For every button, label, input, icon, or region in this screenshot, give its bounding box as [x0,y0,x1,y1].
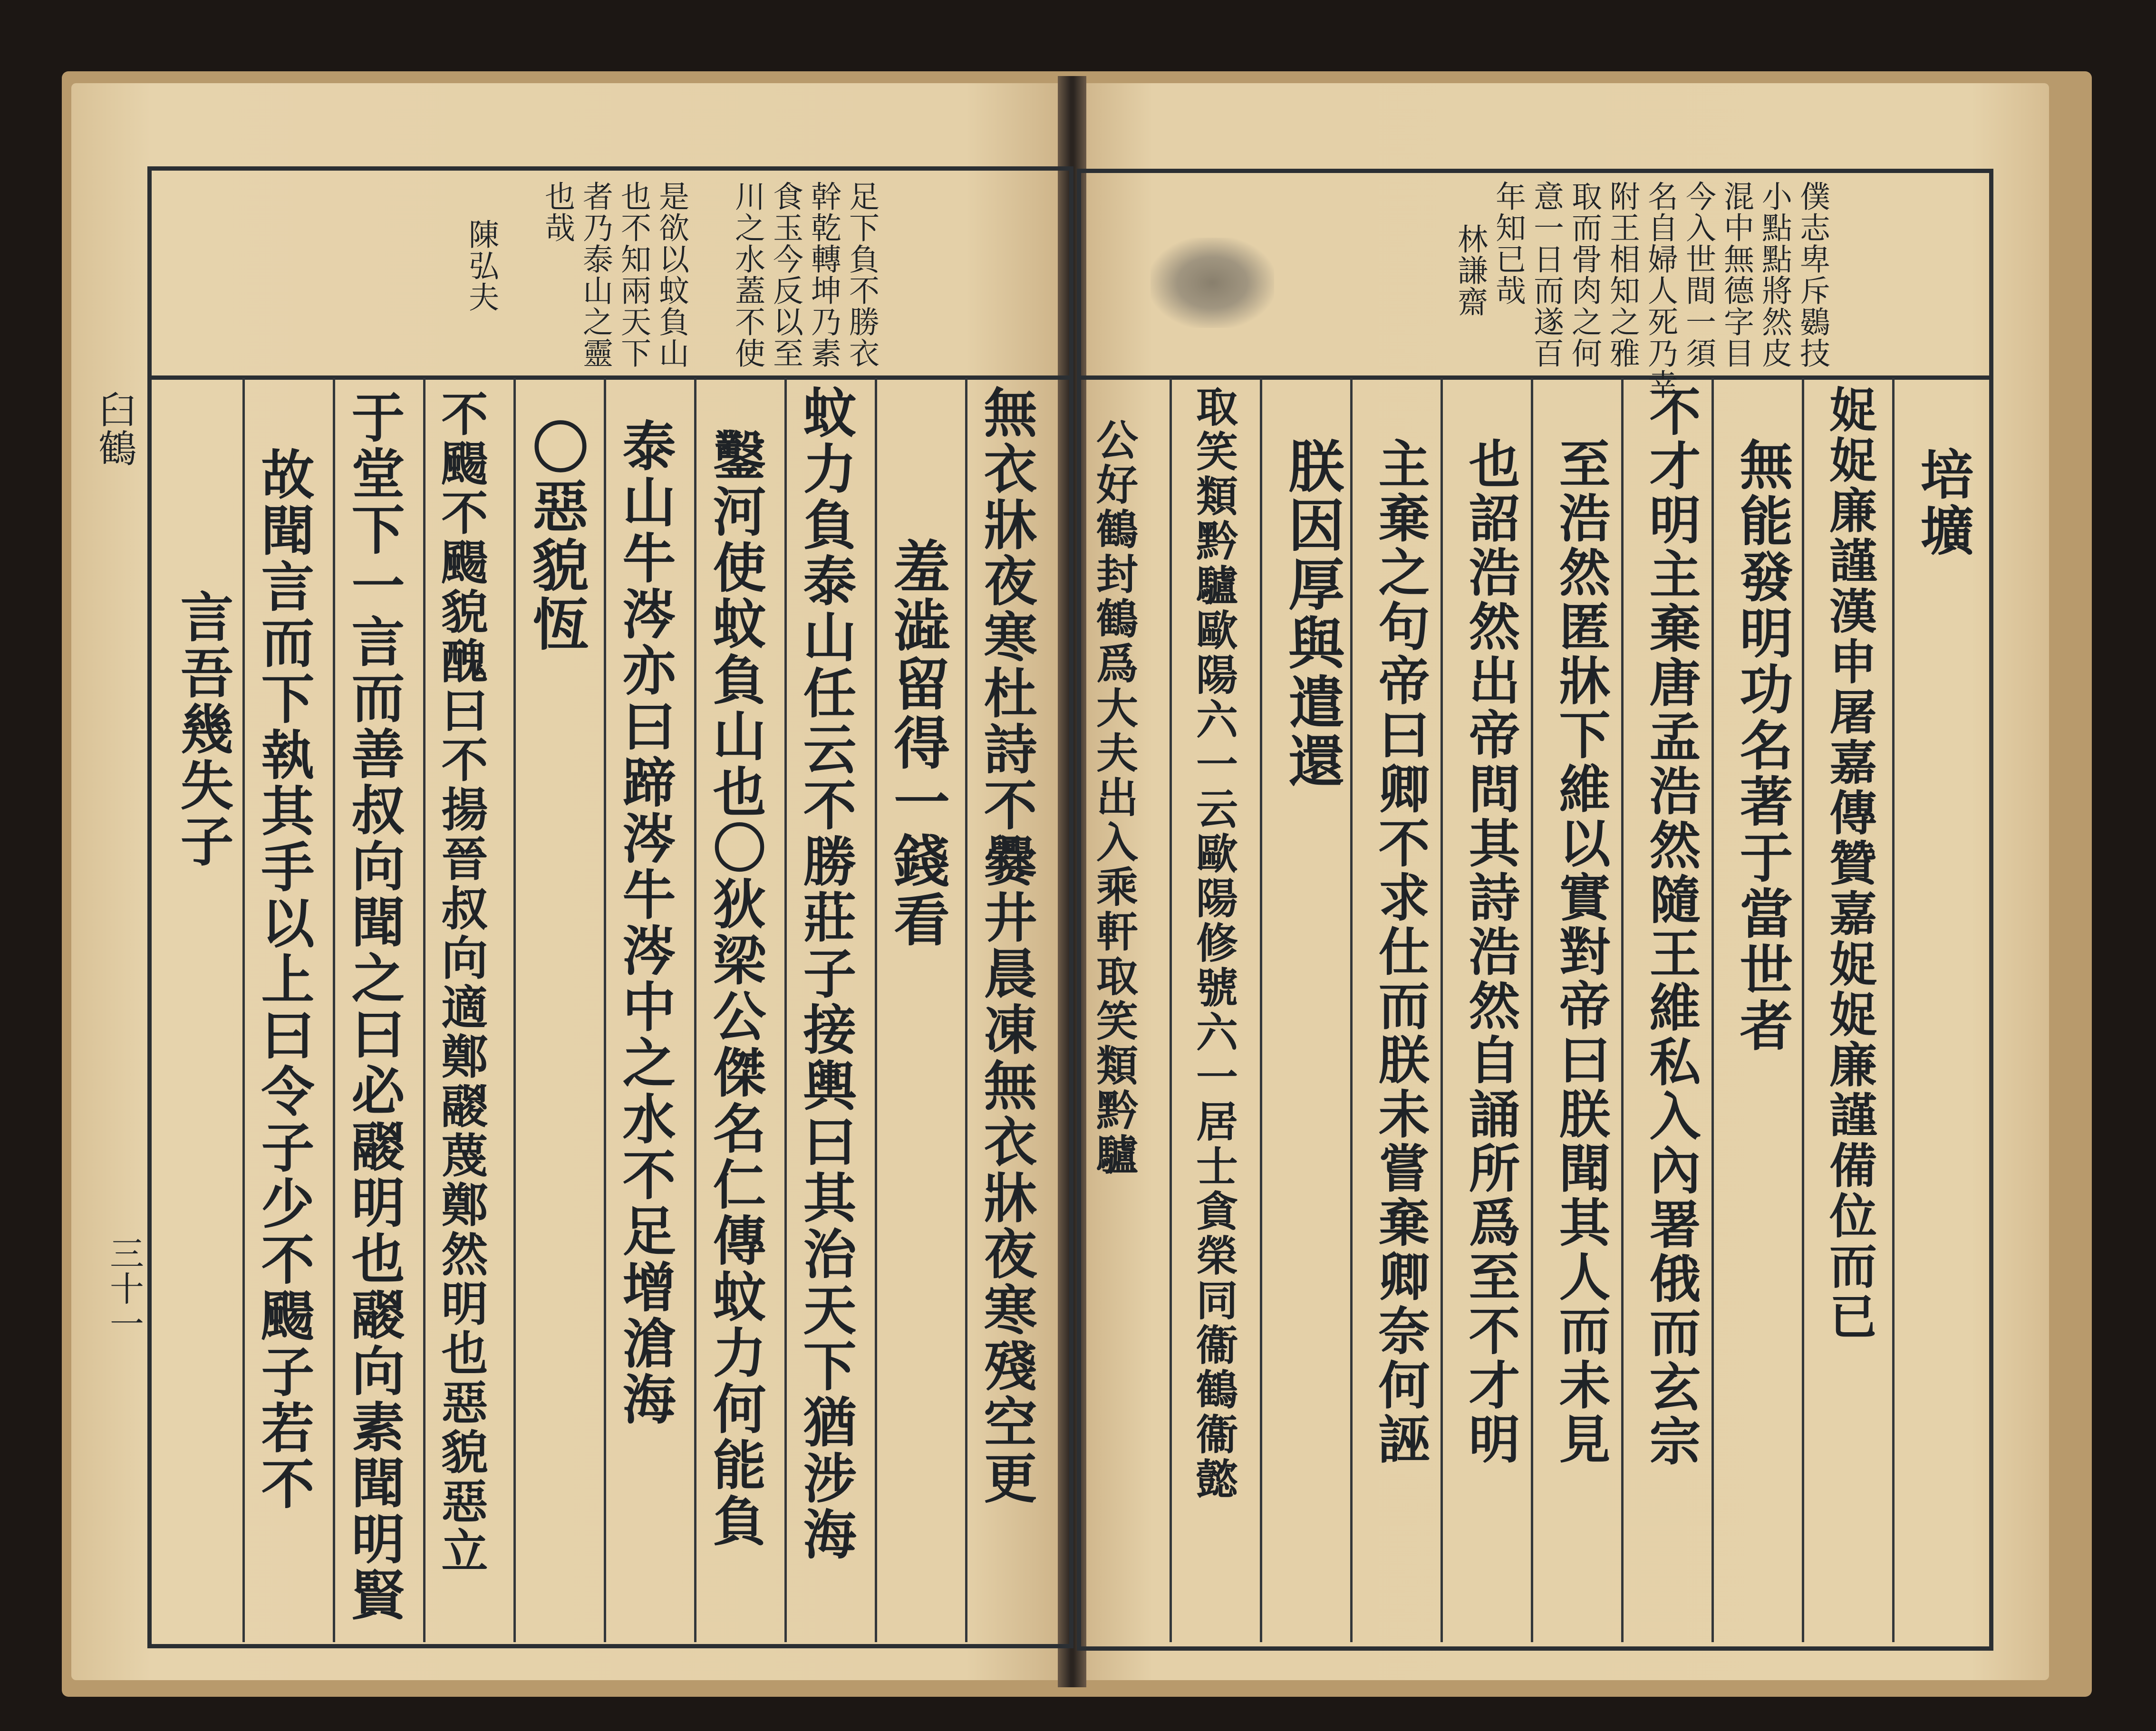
text-column: 無衣牀夜寒杜詩不爨井晨凍無衣牀夜寒殘空更 [975,385,1037,1507]
text-column: 取笑類黔驢歐陽六一云歐陽修號六一居士貪榮同衞鶴衞懿 [1189,385,1239,1502]
text-column: 鑿河使蚊負山也〇狄梁公傑名仁傳蚊力何能負 [704,428,766,1549]
left-header-note: 足下負不勝衣 [844,181,879,369]
seal-stamp [1151,238,1274,328]
column-rule [604,378,606,1642]
left-header-note: 幹乾轉坤乃素 [806,181,841,369]
column-rule [694,378,696,1642]
column-rule [1621,378,1624,1642]
left-header-note: 者乃泰山之靈 [578,181,613,369]
right-header-note: 小點點將然皮 [1757,181,1792,369]
column-rule [1892,378,1895,1642]
left-header-note: 也不知兩天下 [616,181,651,369]
right-header-note: 年知已哉 [1490,181,1526,306]
text-column: 不颺不颺貌醜曰不揚晉叔向適鄭鬷蔑鄭然明也惡貌惡立 [434,390,488,1576]
column-rule [333,378,335,1642]
right-header-note: 今入世間一須 [1681,181,1716,369]
page-number: 三十一 [104,1236,144,1341]
text-column: 于堂下一言而善叔向聞之曰必鬷明也鬷向素聞明賢 [343,390,405,1624]
text-column: 泰山牛涔亦曰蹄涔牛涔中之水不足增滄海 [614,418,676,1428]
text-column: 至浩然匿牀下維以實對帝曰朕聞其人而未見 [1550,437,1610,1467]
text-column: 不才明主棄唐孟浩然隨王維私入內署俄而玄宗 [1641,385,1701,1469]
left-header-signature: 陳弘夫 [464,219,499,313]
section-title: 培壙 [1912,447,1974,559]
right-header-note: 意一日而遂百 [1528,181,1564,369]
right-header-divider [1077,375,1990,380]
text-column: 蚊力負泰山任云不勝莊子接輿曰其治天下猶涉海 [794,385,857,1563]
text-column: 無能發明功名著于當世者 [1731,437,1793,1054]
side-label: 臼鶴 [92,390,136,468]
text-column: 主棄之句帝曰卿不求仕而朕未嘗棄卿奈何誣 [1370,437,1430,1467]
text-column: 也詔浩然出帝問其詩浩然自誦所爲至不才明 [1460,437,1520,1467]
left-header-note: 是欲以蚊負山 [654,181,689,369]
column-rule [1711,378,1714,1642]
column-rule [1170,378,1172,1642]
column-rule [1802,378,1804,1642]
right-header-note: 附王相知之雅 [1605,181,1640,369]
left-header-note: 也哉 [540,181,575,243]
column-rule [1350,378,1353,1642]
text-column: 言吾幾失子 [172,589,234,870]
text-column: 〇惡貌恆 [523,418,589,654]
column-rule [242,378,245,1642]
column-rule [1531,378,1533,1642]
column-rule [513,378,516,1642]
column-rule [965,378,967,1642]
text-column: 羞澁留得一錢看 [884,537,950,950]
text-column: 公好鶴封鶴爲大夫出入乘軒取笑類黔驢 [1090,418,1139,1178]
left-header-note: 川之水蓋不使 [730,181,765,369]
right-header-note: 取而骨肉之何 [1566,181,1602,369]
text-column: 故聞言而下執其手以上曰令子少不颺子若不 [252,447,315,1512]
left-header-note: 食玉今反以至 [768,181,803,369]
right-header-note: 名自婦人死乃幸 [1643,181,1678,400]
column-rule [1441,378,1443,1642]
column-rule [784,378,787,1642]
right-header-signature: 林謙齋 [1452,223,1488,317]
right-header-note: 僕志卑斥鷃技 [1795,181,1830,369]
text-column: 朕因厚與遣還 [1279,437,1345,791]
left-header-divider [147,375,1070,380]
column-rule [1260,378,1262,1642]
column-rule [875,378,877,1642]
column-rule [423,378,425,1642]
right-header-note: 混中無德字目 [1719,181,1754,369]
text-column: 娖娖廉謹漢申屠嘉傳贊嘉娖娖廉謹備位而已 [1821,385,1877,1342]
